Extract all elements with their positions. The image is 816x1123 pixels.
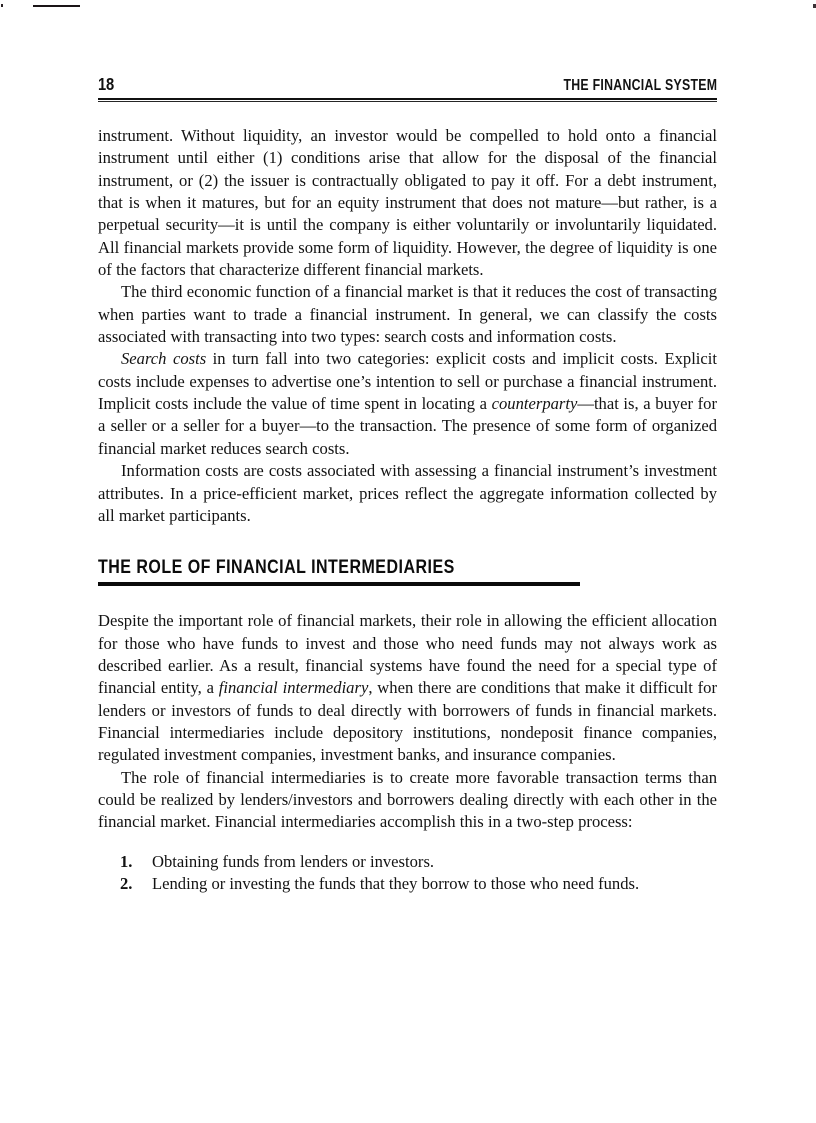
body-text: Information costs are costs associated with assessing a financial instrument’s investment attributes. In a price-efficient market, prices reflect the aggregate information collected by all market participants. — [98, 461, 717, 525]
page-content-area — [98, 0, 717, 1123]
registration-rule-top-left — [33, 5, 80, 7]
list-item — [112, 851, 717, 873]
page-number: 18 — [98, 74, 115, 94]
paragraph-2 — [98, 281, 717, 348]
list-item-number: 2. — [120, 874, 133, 894]
body-text: The third economic function of a financial market is that it reduces the cost of transacting when parties want to trade a financial instrument. In general, we can classify the costs associated with transacting into two types: search costs and information costs. — [98, 282, 717, 347]
body-text: —that is, a buyer for a seller or a seller for a buyer—to the transaction. The presence of some form of organized financial market reduces search costs. — [98, 394, 717, 458]
list-item-text: Obtaining funds from lenders or investors. — [152, 851, 435, 871]
paragraph-5 — [98, 610, 717, 766]
section-heading-block — [98, 557, 717, 586]
paragraph-1 — [98, 125, 717, 281]
running-head-rule-thick — [98, 98, 717, 100]
text-column — [98, 125, 717, 896]
paragraph-6 — [98, 767, 717, 834]
list-item-text: Lending or investing the funds that they borrow to those who need funds. — [152, 874, 640, 894]
running-title: THE FINANCIAL SYSTEM — [563, 77, 717, 94]
section-heading: THE ROLE OF FINANCIAL INTERMEDIARIES — [98, 556, 455, 579]
list-item — [112, 873, 717, 895]
two-step-process-list — [98, 851, 717, 896]
body-text: , when there are conditions that make it difficult for lenders or investors of funds to deal directly with borrowers of funds in financial markets. Financial intermediaries include depository institutions, nondeposit finance companies, regulated investment companies, investment banks, and insurance companies. — [98, 678, 717, 765]
body-text: The role of financial intermediaries is to create more favorable transaction terms than could be realized by lenders/investors and borrowers dealing directly with each other in the financial market. Financial intermediaries accomplish this in a two-step process: — [98, 767, 717, 832]
section-heading-rule — [98, 582, 580, 586]
paragraph-4 — [98, 460, 717, 527]
body-text: in turn fall into two categories: explicit costs and implicit costs. Explicit costs include expenses to advertise one’s intention to sell or purchase a financial instrument. Implicit costs include the value of time spent in locating a — [98, 349, 717, 414]
running-head — [98, 74, 717, 102]
emphasis-text: financial intermediary — [218, 678, 369, 698]
body-text: Despite the important role of financial markets, their role in allowing the efficient allocation for those who have funds to invest and those who need funds may not always work as described earlier. As a result, financial systems have found the need for a special type of financial entity, a — [98, 611, 717, 698]
running-head-rule-thin — [98, 101, 717, 102]
paragraph-3 — [98, 348, 717, 460]
registration-dot-top-left — [1, 4, 3, 7]
body-text: instrument. Without liquidity, an investor would be compelled to hold onto a financial instrument until either (1) conditions arise that allow for the disposal of the financial instrument, or (2) the issuer is contractually obligated to pay it off. For a debt instrument, that is when it matures, but for an equity instrument that does not mature—but rather, is a perpetual security—it is until the company is either voluntarily or involuntarily liquidated. All financial markets provide some form of liquidity. However, the degree of liquidity is one of the factors that characterize different financial markets. — [98, 126, 717, 280]
emphasis-text: counterparty — [491, 394, 578, 414]
list-item-number: 1. — [120, 851, 133, 871]
emphasis-text: Search costs — [121, 349, 207, 369]
